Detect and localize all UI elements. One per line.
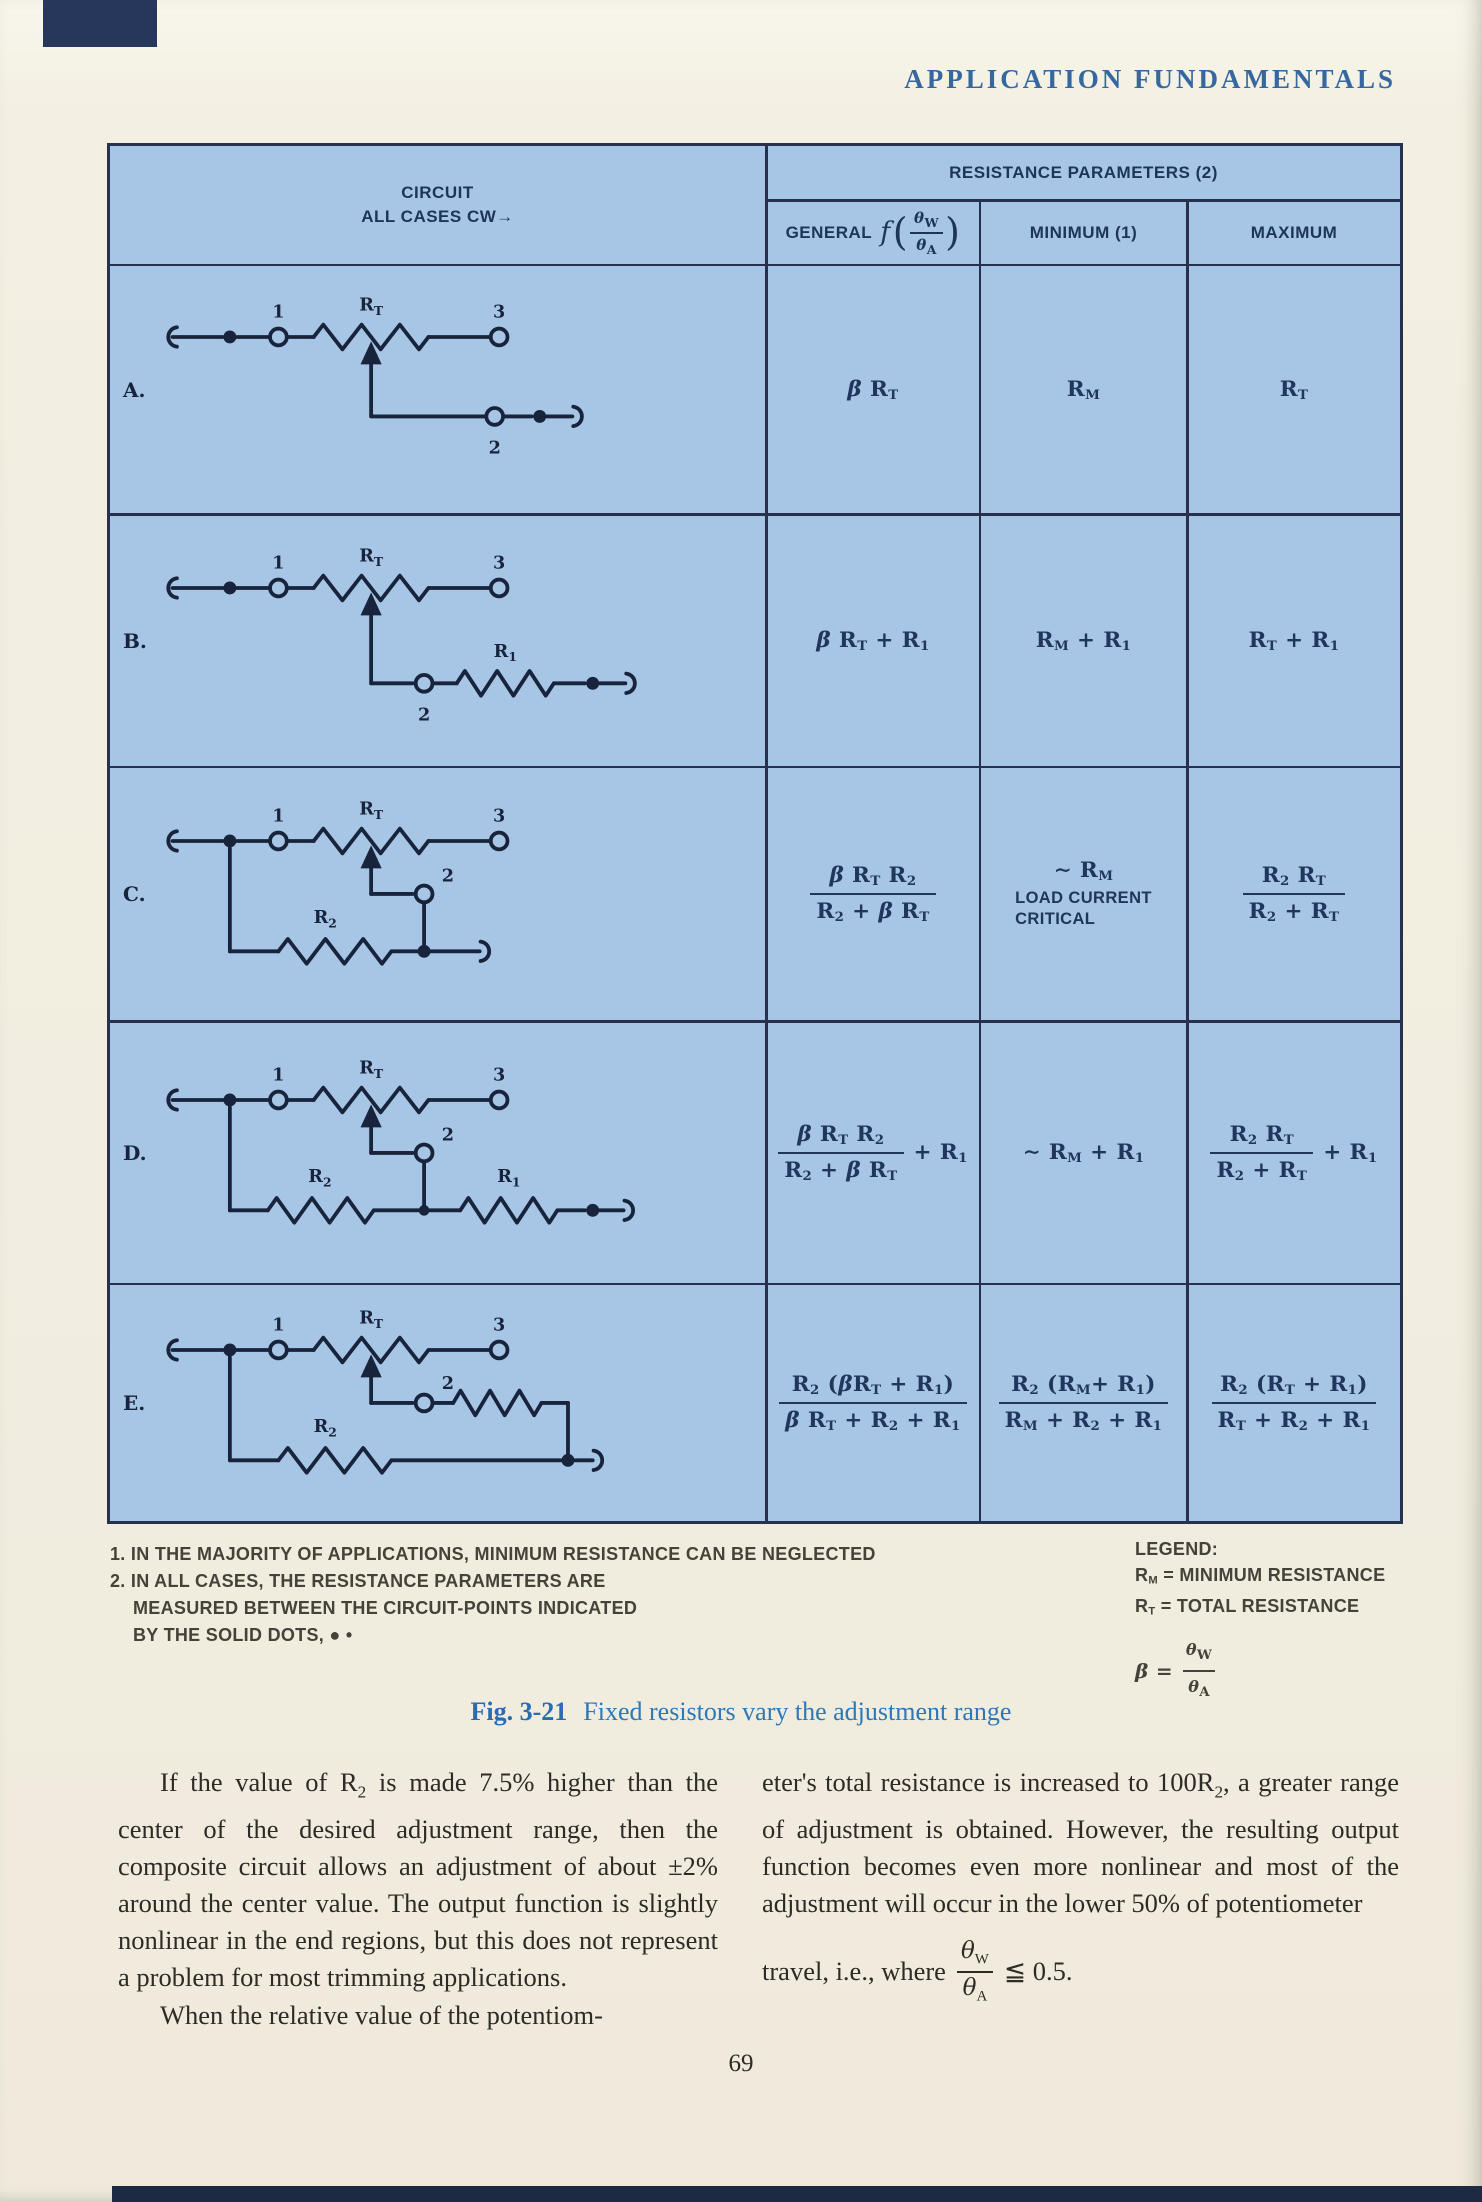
polyline-el <box>278 1448 391 1473</box>
sub-el: 1 <box>1121 637 1132 654</box>
sub-el: 1 <box>919 637 930 654</box>
fwrap-el <box>779 1372 966 1434</box>
path-el <box>481 942 490 961</box>
body-column-left <box>118 1764 718 2034</box>
text-el: 3 <box>492 1064 506 1086</box>
sub-el: A <box>926 241 937 257</box>
term-el <box>491 1342 508 1359</box>
legend-title: LEGEND: <box>1135 1539 1219 1559</box>
gk-el: β <box>1135 1659 1149 1684</box>
sub-el: T <box>919 908 930 925</box>
travel-ratio <box>957 1938 993 2006</box>
general-column-header <box>768 202 979 264</box>
formula-minimum-E <box>981 1285 1186 1521</box>
formula-maximum-D <box>1189 1023 1400 1283</box>
sub-el: 1 <box>1135 1382 1146 1398</box>
sub-el: 2 <box>1214 1782 1224 1802</box>
circuit-header-line1: CIRCUIT <box>401 182 474 202</box>
circuit-cell-D <box>110 1023 765 1283</box>
gk-el: β <box>878 899 894 924</box>
gk-el: β <box>846 1157 862 1183</box>
running-head: APPLICATION FUNDAMENTALS <box>904 64 1396 94</box>
circuit-diagram-bridge_r2 <box>146 1297 711 1509</box>
text-el: 2 <box>441 865 455 887</box>
sline-el: LOAD CURRENT <box>1015 888 1152 907</box>
num-el <box>910 209 943 234</box>
stack-el <box>1015 858 1152 930</box>
den-el: β $R_T + R_2 + R_1$ <box>779 1402 966 1434</box>
term-el <box>270 1342 287 1359</box>
sub-el: T <box>826 1417 837 1434</box>
paragraph: If the value of $R_2$ is made 7.5% higher than the center of the desired adjustment range, then the composite circuit allows an adjustment of about ±2% around the center value. The output function is slightly nonlinear in the end regions, but this does not represent a problem for most trimming applications. <box>118 1767 718 1993</box>
sub-el: A <box>1199 1684 1210 1701</box>
gk-el: θ <box>962 1974 977 2001</box>
footnote-line: BY THE SOLID DOTS, ● • <box>133 1625 353 1645</box>
text-el: $R_T$ <box>359 1057 384 1081</box>
den-el <box>963 1973 988 2006</box>
sline-el: ∼ $R_M$ <box>1053 858 1114 884</box>
tspan-el: T <box>373 553 384 569</box>
wire-el <box>168 799 507 964</box>
frac-el <box>1210 1122 1313 1184</box>
den-el: $R_2 + \beta$ $R_T$ <box>810 893 935 925</box>
formula-minimum-D <box>981 1023 1186 1283</box>
frac-el <box>778 1122 903 1184</box>
gk-el: β <box>829 863 845 889</box>
text-el: $R_2$ <box>308 1165 332 1190</box>
page-number: 69 <box>728 2050 754 2077</box>
num-el <box>957 1938 993 1973</box>
path-el <box>594 1451 603 1470</box>
text-el: 1 <box>272 805 285 827</box>
text-el: 1 <box>272 301 285 323</box>
footnote-line: 2. IN ALL CASES, THE RESISTANCE PARAMETERS ARE <box>110 1571 606 1591</box>
formula-el <box>810 863 935 925</box>
formula-el <box>999 1372 1169 1434</box>
travel-pre: travel, i.e., where <box>762 1956 946 1987</box>
formula-general-D <box>768 1023 979 1283</box>
circuit-cell-C <box>110 768 765 1020</box>
bottom-bar <box>112 2186 1482 2202</box>
gk-el: β <box>847 376 863 402</box>
text-el: $R_T$ <box>359 545 384 569</box>
circuit-column-header <box>110 146 765 264</box>
sub-el: 2 <box>906 873 917 889</box>
sub-el: W <box>924 214 940 230</box>
paren-close: ) <box>945 210 961 255</box>
sub-el: 2 <box>1266 908 1277 925</box>
tspan-el: 2 <box>322 1174 332 1190</box>
dotf-el <box>223 1344 236 1357</box>
gk-el: θ <box>1188 1677 1200 1697</box>
fwrap-el <box>1243 863 1346 925</box>
formula-el <box>1243 863 1346 925</box>
tspan-el: T <box>373 302 384 318</box>
sub-el: T <box>1284 1382 1296 1398</box>
sub-el: M <box>1075 1382 1091 1398</box>
sub-el: 1 <box>1329 637 1340 654</box>
sub-el: T <box>1148 1605 1156 1618</box>
circuit-diagram-shunt_r2 <box>146 788 711 1000</box>
sub-el: 2 <box>1298 1417 1309 1434</box>
maximum-column-header: MAXIMUM <box>1189 202 1400 264</box>
path-el <box>626 673 635 692</box>
figure-table <box>107 143 1403 1524</box>
fwrap-el <box>778 1122 968 1184</box>
sub-el: T <box>1329 908 1340 925</box>
formula-general-A <box>768 266 979 513</box>
tspan-el: T <box>373 1065 384 1081</box>
formula-general-B <box>768 516 979 766</box>
gk-el: β <box>838 1372 853 1398</box>
paren-open: ( <box>892 210 909 255</box>
sub-el: T <box>1315 873 1327 889</box>
formula-el: β $R_T + R_1$ <box>816 627 930 654</box>
den-el: $R_2 + \beta$ $R_T$ <box>778 1152 903 1184</box>
polyline-el <box>457 671 554 696</box>
dotf-el <box>562 1454 575 1467</box>
sub-el: T <box>1235 1417 1247 1434</box>
formula-maximum-C <box>1189 768 1400 1020</box>
theta-ratio <box>910 209 943 257</box>
formula-el <box>1210 1122 1377 1184</box>
text-el: 1 <box>272 552 285 574</box>
dotf-el <box>223 1093 236 1106</box>
sub-el: W <box>974 1951 989 1968</box>
formula-el <box>1015 858 1152 930</box>
circuit-diagram-shunt_r2_series_r1 <box>146 1047 711 1259</box>
sub-el: 1 <box>1152 1417 1163 1434</box>
sub-el: 1 <box>958 1149 968 1166</box>
text-el: $R_2$ <box>313 1416 337 1440</box>
gk-el: θ <box>916 235 927 254</box>
formula-el: $R_T + R_1$ <box>1248 627 1340 654</box>
sub-el: 1 <box>933 1382 944 1398</box>
sub-el: 2 <box>357 1782 367 1802</box>
term-el <box>270 328 287 345</box>
beta-ratio <box>1183 1637 1215 1705</box>
sub-el: A <box>976 1988 988 2005</box>
num-el <box>1183 1637 1215 1672</box>
legend <box>1135 1536 1385 1705</box>
formula-general-C <box>768 768 979 1020</box>
wire-el <box>168 1057 633 1222</box>
sub-el: 2 <box>810 1382 820 1398</box>
sub-el: M <box>1148 1574 1158 1587</box>
gk-el: β <box>797 1121 813 1147</box>
tspan-el: 2 <box>328 1424 337 1440</box>
sub-el: T <box>887 1167 898 1184</box>
row-letter-A: A. <box>123 377 146 402</box>
tspan-el: 1 <box>511 1174 521 1190</box>
den-el: $R_2 + R_T$ <box>1210 1152 1313 1184</box>
num-el: β $R_T$ $R_2$ <box>829 863 917 889</box>
frac-el <box>810 863 935 925</box>
general-label: GENERAL <box>785 222 873 242</box>
sub-el: M <box>1085 386 1101 403</box>
fwrap-el <box>1212 1372 1377 1434</box>
row-letter-E: E. <box>123 1391 146 1415</box>
row-letter-B: B. <box>123 628 147 653</box>
formula-general-E <box>768 1285 979 1521</box>
formula-el <box>1212 1372 1377 1434</box>
text-el: $R_1$ <box>497 1165 521 1190</box>
wire-el <box>168 1308 602 1473</box>
text-el: $R_1$ <box>493 640 517 664</box>
text-el: 2 <box>488 437 501 459</box>
dotf-el <box>586 1203 599 1216</box>
travel-post: ≦ 0.5. <box>1003 1956 1073 1987</box>
sub-el: 2 <box>1234 1167 1245 1184</box>
circuit-cell-A <box>110 266 765 513</box>
sub-el: 2 <box>1238 1382 1249 1398</box>
term-el <box>416 1395 433 1412</box>
sub-el: T <box>1296 1167 1308 1184</box>
term-el <box>491 833 508 850</box>
text-el: 2 <box>441 1124 455 1146</box>
text-el: 2 <box>441 1372 455 1394</box>
gk-el: θ <box>960 1938 975 1965</box>
formula-el: $R_M$ <box>1066 376 1101 403</box>
text-el: $R_2$ <box>313 907 337 931</box>
formula-maximum-B <box>1189 516 1400 766</box>
sline-el: CRITICAL <box>1015 909 1096 928</box>
sub-el: M <box>1098 867 1114 884</box>
sub-el: 1 <box>951 1417 961 1434</box>
polyline-el <box>278 939 391 964</box>
fwrap-el <box>1210 1122 1377 1184</box>
text-el: $R_T$ <box>359 1307 384 1331</box>
sub-el: 1 <box>1367 1149 1378 1166</box>
legend-line: $R_T$ = TOTAL RESISTANCE <box>1135 1596 1360 1618</box>
formula-minimum-A <box>981 266 1186 513</box>
circuit-header-line2: ALL CASES CW→ <box>361 206 514 226</box>
circuit-diagram-series_r1 <box>146 535 711 747</box>
footnote-line: MEASURED BETWEEN THE CIRCUIT-POINTS INDICATED <box>133 1598 638 1618</box>
path-el <box>573 406 582 425</box>
sub-el: T <box>1266 637 1278 654</box>
term-el <box>491 579 508 596</box>
sub-el: 2 <box>1029 1382 1040 1398</box>
term-el <box>491 328 508 345</box>
sub-el: T <box>1297 386 1309 403</box>
paragraph: When the relative value of the potentiom- <box>160 1999 603 2030</box>
formula-minimum-B <box>981 516 1186 766</box>
sub-el: T <box>838 1131 849 1148</box>
den-el: $R_2 + R_T$ <box>1243 893 1346 925</box>
paragraph: eter's total resistance is increased to $100R_2$, a greater range of adjustment is obtained. However, the resulting output function becomes even more nonlinear and most of the adjustment will occur in the lower 50% of potentiometer <box>762 1767 1399 1918</box>
formula-el: $R_M + R_1$ <box>1035 627 1132 654</box>
dotf-el <box>586 676 599 689</box>
dotf-el <box>533 410 546 423</box>
circuit-cell-E <box>110 1285 765 1521</box>
sub-el: T <box>1283 1131 1295 1148</box>
den-el: $R_M + R_2 + R_1$ <box>999 1402 1169 1434</box>
figure-caption-text: Fixed resistors vary the adjustment range <box>583 1697 1012 1726</box>
formula-maximum-E <box>1189 1285 1400 1521</box>
num-el: $R_2$ $R_T$ <box>1229 1121 1295 1148</box>
frac-el <box>999 1372 1169 1434</box>
sub-el: T <box>888 386 899 403</box>
sub-el: M <box>1022 1417 1039 1434</box>
term-el <box>416 1144 433 1161</box>
text-el: 3 <box>492 805 506 827</box>
sub-el: 2 <box>1280 873 1290 889</box>
beta-lhs: β = <box>1135 1659 1173 1684</box>
formula-minimum-C <box>981 768 1186 1020</box>
den-el <box>916 234 937 257</box>
sub-el: 2 <box>874 1131 885 1148</box>
num-el: β $R_T$ $R_2$ <box>797 1121 885 1148</box>
text-el: 3 <box>492 1314 506 1336</box>
fwrap-el <box>810 863 935 925</box>
function-f: f <box>880 217 891 248</box>
formula-el: $R_T$ <box>1279 376 1309 403</box>
path-el <box>624 1200 633 1219</box>
polyline-el <box>460 1198 557 1223</box>
formula-el <box>778 1122 968 1184</box>
formula-maximum-A <box>1189 266 1400 513</box>
term-el <box>416 674 433 691</box>
legend-beta <box>1135 1637 1385 1705</box>
formula-el: ∼ $R_M + R_1$ <box>1022 1139 1145 1166</box>
num-el: $R_2$ $(\beta R_T + R_1)$ <box>791 1372 955 1398</box>
term-el <box>270 833 287 850</box>
frac-el <box>1212 1372 1377 1434</box>
sub-el: 2 <box>1090 1417 1101 1434</box>
num-el: $R_2$ $(R_M+ R_1)$ <box>1011 1372 1156 1398</box>
fwrap-el <box>999 1372 1169 1434</box>
sub-el: 2 <box>1247 1131 1258 1148</box>
sub-el: 1 <box>1360 1417 1371 1434</box>
gk-el: β <box>816 627 832 653</box>
body-column-right <box>762 1764 1399 2006</box>
text-el: 2 <box>417 703 431 725</box>
formula-el <box>779 1372 966 1434</box>
circuit-diagram-basic <box>146 284 711 496</box>
sub-el: M <box>1053 637 1070 654</box>
footnote-line: 1. IN THE MAJORITY OF APPLICATIONS, MINIMUM RESISTANCE CAN BE NEGLECTED <box>110 1544 876 1564</box>
suffix-el: + $R_1$ <box>913 1139 968 1166</box>
wire-el <box>168 294 582 458</box>
suffix-el: + $R_1$ <box>1323 1139 1378 1166</box>
polyline-el <box>453 1391 541 1416</box>
gk-el: θ <box>1185 1639 1197 1659</box>
row-letter-D: D. <box>123 1140 147 1165</box>
dotf-el <box>223 835 236 848</box>
legend-lines <box>1135 1562 1385 1625</box>
term-el <box>416 886 433 903</box>
circuit-cell-B <box>110 516 765 766</box>
sub-el: T <box>870 873 881 889</box>
gk-el: θ <box>914 208 925 227</box>
polyline-el <box>268 1198 374 1223</box>
sub-el: W <box>1196 1647 1213 1664</box>
text-el: $R_T$ <box>359 798 384 822</box>
frac-el <box>779 1372 966 1434</box>
footnotes <box>110 1541 890 1649</box>
spine-mark <box>43 0 157 47</box>
tspan-el: 2 <box>328 915 337 931</box>
sub-el: M <box>1067 1149 1083 1166</box>
sub-el: T <box>857 637 868 654</box>
resistance-parameters-header: RESISTANCE PARAMETERS (2) <box>768 146 1400 199</box>
text-el: 1 <box>272 1064 285 1086</box>
tspan-el: T <box>373 806 384 822</box>
travel-equation-line <box>762 1938 1399 2006</box>
frac-el <box>1243 863 1346 925</box>
dotf-el <box>223 330 236 343</box>
text-el: 1 <box>272 1314 285 1336</box>
text-el: 3 <box>492 552 506 574</box>
figure-caption <box>0 1697 1482 1727</box>
gk-el: β <box>785 1408 800 1433</box>
sub-el: 2 <box>802 1167 813 1184</box>
tspan-el: 1 <box>508 648 517 664</box>
row-letter-C: C. <box>123 882 146 906</box>
term-el <box>486 408 503 425</box>
legend-line: $R_M$ = MINIMUM RESISTANCE <box>1135 1565 1386 1587</box>
formula-el: β $R_T$ <box>847 376 899 403</box>
sub-el: T <box>871 1382 882 1398</box>
dotf-el <box>223 581 236 594</box>
wire-el <box>168 545 635 725</box>
sub-el: 2 <box>888 1417 899 1434</box>
figure-number: Fig. 3-21 <box>470 1697 568 1726</box>
num-el: $R_2$ $(R_T + R_1)$ <box>1220 1372 1368 1398</box>
sub-el: 2 <box>834 908 845 925</box>
term-el <box>270 579 287 596</box>
tspan-el: T <box>373 1315 384 1331</box>
term-el <box>491 1091 508 1108</box>
sub-el: 1 <box>1347 1382 1358 1398</box>
num-el: $R_2$ $R_T$ <box>1261 863 1327 889</box>
text-el: 3 <box>492 301 506 323</box>
minimum-column-header: MINIMUM (1) <box>981 202 1186 264</box>
text-el: $R_T$ <box>359 294 384 318</box>
den-el: $R_T + R_2 + R_1$ <box>1212 1402 1377 1434</box>
term-el <box>270 1091 287 1108</box>
sub-el: 1 <box>1134 1149 1145 1166</box>
